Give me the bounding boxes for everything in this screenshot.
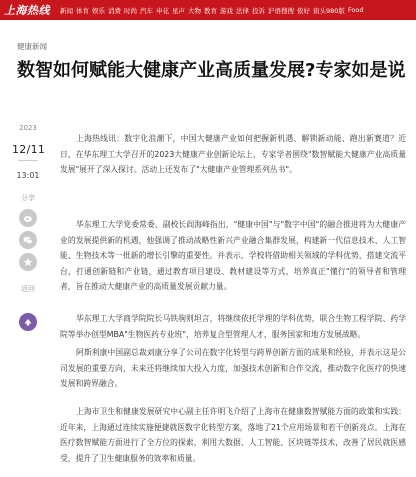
article-paragraph: 上海市卫生和健康发展研究中心副主任许明飞介绍了上海市在健康数智赋能方面的政策和实践：近年来，上海通过连续实施便捷就医数字化转型方案，落地了21个应用场景和若干创新亮点。上海在医疗数智赋能方面进行了全方位的探索，利用大数据、人工智能、区块链等技术，改善了居民就医感受，提升了卫生健康服务的效率和质量。 xyxy=(60,407,406,463)
publish-time: 13:01 xyxy=(16,171,40,180)
nav-item-nonghao[interactable]: 侬好 xyxy=(297,6,310,15)
article-meta-sidebar xyxy=(12,124,44,331)
back-up-icon[interactable] xyxy=(19,313,37,331)
nav-item-hu-search[interactable]: 沪语搜搜 xyxy=(268,6,294,15)
nav-item-auto[interactable]: 汽车 xyxy=(140,6,153,15)
top-navigation-bar xyxy=(0,0,416,20)
nav-item-complaint[interactable]: 投诉 xyxy=(252,6,265,15)
nav-item-games[interactable]: 游戏 xyxy=(220,6,233,15)
nav-item-fashion[interactable]: 时尚 xyxy=(124,6,137,15)
article-paragraph: 华东理工大学党委常委、副校长阎海峰指出，"健康中国"与"数字中国"的融合推进将为大健康产业的发展提供新的机遇，他强调了推动战略性新兴产业融合集群发展，构建新一代信息技术、人工智能、生物技术等一批新的增长引擎的重要性。并表示，学校将借助相关领域的学科优势，搭建交流平台，打通创新链和产业链，通过教育项目建设、教材建设等方式，培养真正"懂行"的领导者和管理者，旨在推动大健康产业的高质量发展贡献力量。 xyxy=(60,220,406,291)
back-label: 返回 xyxy=(21,285,35,293)
nav-item-entertainment[interactable]: 娱乐 xyxy=(92,6,105,15)
main-nav xyxy=(52,6,364,15)
nav-item-law[interactable]: 法律 xyxy=(236,6,249,15)
site-logo[interactable]: 上海热线 xyxy=(4,4,50,17)
nav-item-news[interactable]: 新闻 xyxy=(60,6,73,15)
wechat-icon[interactable] xyxy=(19,231,37,249)
nav-item-sports[interactable]: 体育 xyxy=(76,6,89,15)
nav-item-star[interactable]: 星声 xyxy=(172,6,185,15)
nav-item-dawu[interactable]: 大物 xyxy=(188,6,201,15)
nav-item-education[interactable]: 教育 xyxy=(204,6,217,15)
publish-year: 2023 xyxy=(19,124,37,132)
share-label: 分享 xyxy=(21,194,35,202)
article-body xyxy=(60,131,406,463)
nav-item-food[interactable]: Food xyxy=(347,6,364,14)
breadcrumb[interactable]: 健康新闻 xyxy=(17,42,47,51)
article-paragraph: 阿斯利康中国副总裁刘康分享了公司在数字化转型与跨界创新方面的成果和经验，并表示这是公司发展的重要方向，未来还将继续加大投入力度，加强技术创新和合作交流，推动数字化医疗的快速发展和跨界融合。 xyxy=(60,348,406,388)
weibo-icon[interactable] xyxy=(19,209,37,227)
divider xyxy=(18,160,38,161)
nav-item-street[interactable]: 街头980版 xyxy=(313,6,345,15)
nav-item-shenhua[interactable]: 申花 xyxy=(156,6,169,15)
nav-item-consumer[interactable]: 消费 xyxy=(108,6,121,15)
publish-date: 12/11 xyxy=(12,143,46,156)
article-title: 数智如何赋能大健康产业高质量发展?专家如是说 xyxy=(17,60,406,81)
qzone-icon[interactable] xyxy=(19,253,37,271)
article-paragraph: 华东理工大学商学院院长马铁驹则坦言，将继续依托学理的学科优势，联合生物工程学院、药学院等举办创型MBA"生物医药专业班"，培养复合型管理人才，服务国家和地方发展战略。 xyxy=(60,314,406,339)
article-paragraph: 上海热线讯：数字化浪潮下，中国大健康产业如何把握新机遇、解锁新动能、跑出新赛道？近日，在华东理工大学召开的2023大健康产业创新论坛上，专家学者围绕"数智赋能大健康产业高质量发展"展开了深入探讨。活动上还发布了"大健康产业管理系列丛书"。 xyxy=(60,134,406,174)
